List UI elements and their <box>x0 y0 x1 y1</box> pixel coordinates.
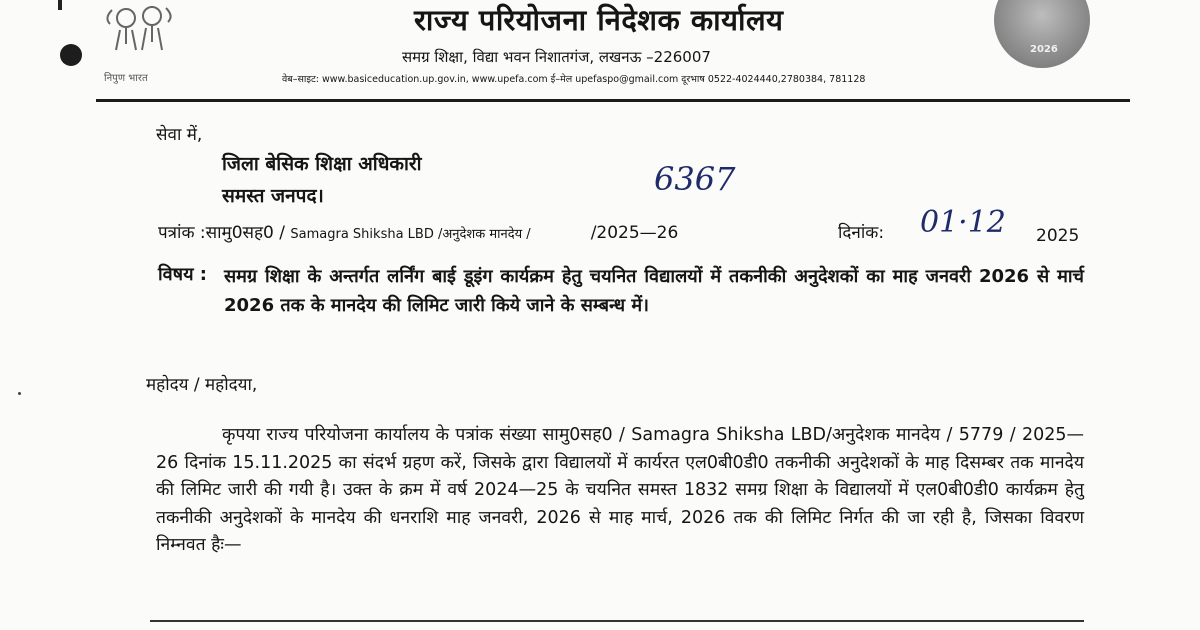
sewa-me-label: सेवा में, <box>156 125 203 145</box>
handwritten-letter-number: 6367 <box>654 160 736 198</box>
office-address: समग्र शिक्षा, विद्या भवन निशातगंज, लखनऊ –226007 <box>402 48 711 66</box>
left-seal-label: निपुण भारत <box>104 73 148 84</box>
right-seal-emblem <box>994 0 1090 68</box>
office-contact-line: वेब–साइट: www.basiceducation.up.gov.in, www.upefa.com ई–मेल upefaspo@gmail.com दूरभाष 0522-4024440,2780384, 781128 <box>282 74 866 85</box>
edge-mark <box>58 0 62 10</box>
table-top-border <box>150 620 1084 622</box>
office-title: राज्य परियोजना निदेशक कार्यालय <box>414 3 784 37</box>
header-divider <box>96 99 1130 102</box>
subject-text: समग्र शिक्षा के अन्तर्गत लर्निंग बाई डूइंग कार्यक्रम हेतु चयनित विद्यालयों में तकनीकी अनुदेशकों का माह जनवरी 2026 से मार्च 2026 तक के मानदेय की लिमिट जारी किये जाने के सम्बन्ध में। <box>224 266 1084 316</box>
date-year: 2025 <box>1036 226 1080 246</box>
reference-year: /2025—26 <box>590 223 679 243</box>
date-label: दिनांक: <box>838 223 885 243</box>
body-paragraph: कृपया राज्य परियोजना कार्यालय के पत्रांक संख्या सामु0सह0 / Samagra Shiksha LBD/अनुदेशक मानदेय / 5779 / 2025—26 दिनांक 15.11.2025 का संदर्भ ग्रहण करें, जिसके द्वारा विद्यालयों में कार्यरत एल0बी0डी0 तकनीकी अनुदेशकों के माह दिसम्बर तक मानदेय की लिमिट जारी की गयी है। उक्त के क्रम में वर्ष 2024—25 के चयनित समस्त 1832 समग्र शिक्षा के विद्यालयों में एल0बी0डी0 कार्यक्रम हेतु तकनीकी अनुदेशकों के मानदेय की धनराशि माह जनवरी, 2026 से माह मार्च, 2026 तक की लिमिट निर्गत की जा रही है, जिसका विवरण निम्नवत हैः— <box>156 425 1084 555</box>
subject-label: विषय : <box>158 264 207 285</box>
handwritten-date: 01·12 <box>920 205 1006 240</box>
recipient-line-2: समस्त जनपद। <box>222 185 324 207</box>
reference-middle: Samagra Shiksha LBD /अनुदेशक मानदेय / <box>290 227 531 242</box>
reference-prefix: पत्रांक :सामु0सह0 / <box>158 223 291 243</box>
right-seal-label: 2026 <box>1030 44 1058 55</box>
salutation: महोदय / महोदया, <box>146 375 258 395</box>
nipun-bharat-logo <box>100 0 178 56</box>
margin-dot <box>18 392 21 395</box>
reference-line <box>158 220 678 243</box>
recipient-line-1: जिला बेसिक शिक्षा अधिकारी <box>222 153 422 175</box>
punch-hole <box>60 44 82 66</box>
